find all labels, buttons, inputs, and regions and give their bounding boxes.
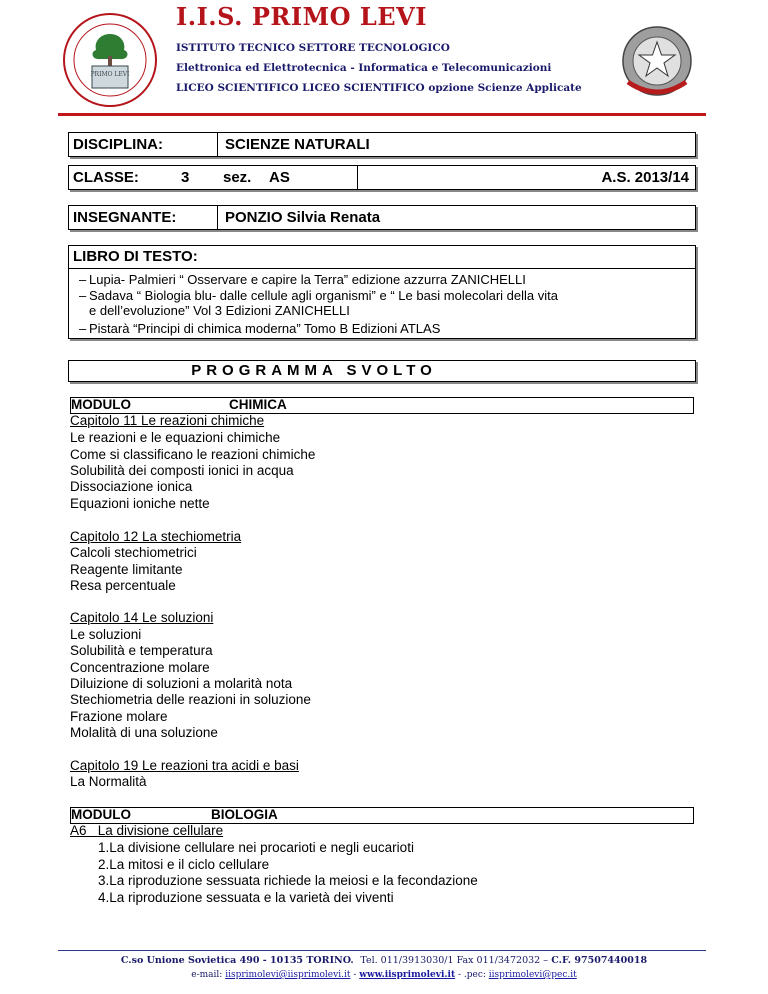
email-link[interactable]: iisprimolevi@iisprimolevi.it [225,970,351,980]
list-item: 4.La riproduzione sessuata e la varietà dei viventi [98,890,394,905]
list-item: 2.La mitosi e il ciclo cellulare [98,857,270,872]
logo-left-text: PRIMO LEVI [90,71,130,78]
school-logo [62,12,158,108]
libro-item: – Sadava “ Biologia blu- dalle cellule agli organismi” e “ Le basi molecolari della vita [79,288,558,303]
chapter-title: Capitolo 11 Le reazioni chimiche [70,413,265,428]
insegnante-row [68,205,696,230]
disciplina-value: SCIENZE NATURALI [225,136,370,153]
topic-line: Solubilità e temperatura [70,643,213,658]
chapter-title: Capitolo 19 Le reazioni tra acidi e basi [70,758,299,773]
libro-di-testo-box [68,245,696,339]
sez-label: sez. [223,169,252,186]
anno-scolastico: A.S. 2013/14 [601,169,689,186]
chapter-title: Capitolo 14 Le soluzioni [70,610,214,625]
topic-line: Reagente limitante [70,562,183,577]
insegnante-value: PONZIO Silvia Renata [225,209,381,226]
topic-line: Equazioni ioniche nette [70,496,210,511]
chapter-title: Capitolo 12 La stechiometria [70,529,242,544]
header-line-3: LICEO SCIENTIFICO LICEO SCIENTIFICO opzione Scienze Applicate [176,82,582,94]
modulo-label: MODULO [71,397,131,412]
libro-item-continuation: e dell’evoluzione” Vol 3 Edizioni ZANICHELLI [89,303,350,318]
topic-line: Solubilità dei composti ionici in acqua [70,463,294,478]
topic-line: Dissociazione ionica [70,479,193,494]
footer-address: C.so Unione Sovietica 490 - 10135 TORINO. Tel. 011/3913030/1 Fax 011/3472032 – C.F. 97507440018 [120,955,648,966]
modulo-biologia-header [70,807,694,824]
modulo-chimica-header [70,397,694,414]
classe-row [68,165,696,190]
unit-name: La divisione cellulare [97,823,224,838]
libro-item: – Lupia- Palmieri “ Osservare e capire la Terra” edizione azzurra ZANICHELLI [79,272,526,287]
libro-item: – Pistarà “Principi di chimica moderna” Tomo B Edizioni ATLAS [79,321,441,336]
footer-contacts: e-mail: iisprimolevi@iisprimolevi.it - www.iisprimolevi.it - .pec: iisprimolevi@pec.it [191,970,577,980]
website-link[interactable]: www.iisprimolevi.it [359,970,456,980]
list-item: 3.La riproduzione sessuata richiede la meiosi e la fecondazione [98,873,478,888]
header-line-1: ISTITUTO TECNICO SETTORE TECNOLOGICO [176,42,450,54]
topic-line: Molalità di una soluzione [70,725,218,740]
topic-line: Stechiometria delle reazioni in soluzione [70,692,311,707]
topic-line: Le reazioni e le equazioni chimiche [70,430,281,445]
topic-line: Concentrazione molare [70,660,210,675]
classe-value: 3 [181,169,190,186]
school-name: I.I.S. PRIMO LEVI [176,2,427,31]
modulo-name: BIOLOGIA [211,807,278,822]
libro-title: LIBRO DI TESTO: [73,248,198,265]
disciplina-label: DISCIPLINA: [73,136,163,153]
topic-line: Diluizione di soluzioni a molarità nota [70,676,293,691]
disciplina-row [68,132,696,157]
programma-title: PROGRAMMA SVOLTO [191,362,437,379]
list-item: 1.La divisione cellulare nei procarioti e negli eucarioti [98,840,414,855]
topic-line: Calcoli stechiometrici [70,545,197,560]
topic-line: La Normalità [70,774,147,789]
classe-label: CLASSE: [73,169,139,186]
topic-line: Frazione molare [70,709,168,724]
topic-line: Le soluzioni [70,627,142,642]
pec-link[interactable]: iisprimolevi@pec.it [488,970,577,980]
unit-code: A6 [70,823,87,838]
topic-line: Come si classificano le reazioni chimiche [70,447,316,462]
header-line-2: Elettronica ed Elettrotecnica - Informatica e Telecomunicazioni [176,62,552,74]
insegnante-label: INSEGNANTE: [73,209,177,226]
header-divider [58,113,706,116]
modulo-label: MODULO [71,807,131,822]
modulo-name: CHIMICA [229,397,287,412]
unit-title [70,823,223,838]
italian-republic-emblem-icon [618,22,696,100]
footer-divider [58,950,706,951]
topic-line: Resa percentuale [70,578,176,593]
sez-value: AS [269,169,290,186]
